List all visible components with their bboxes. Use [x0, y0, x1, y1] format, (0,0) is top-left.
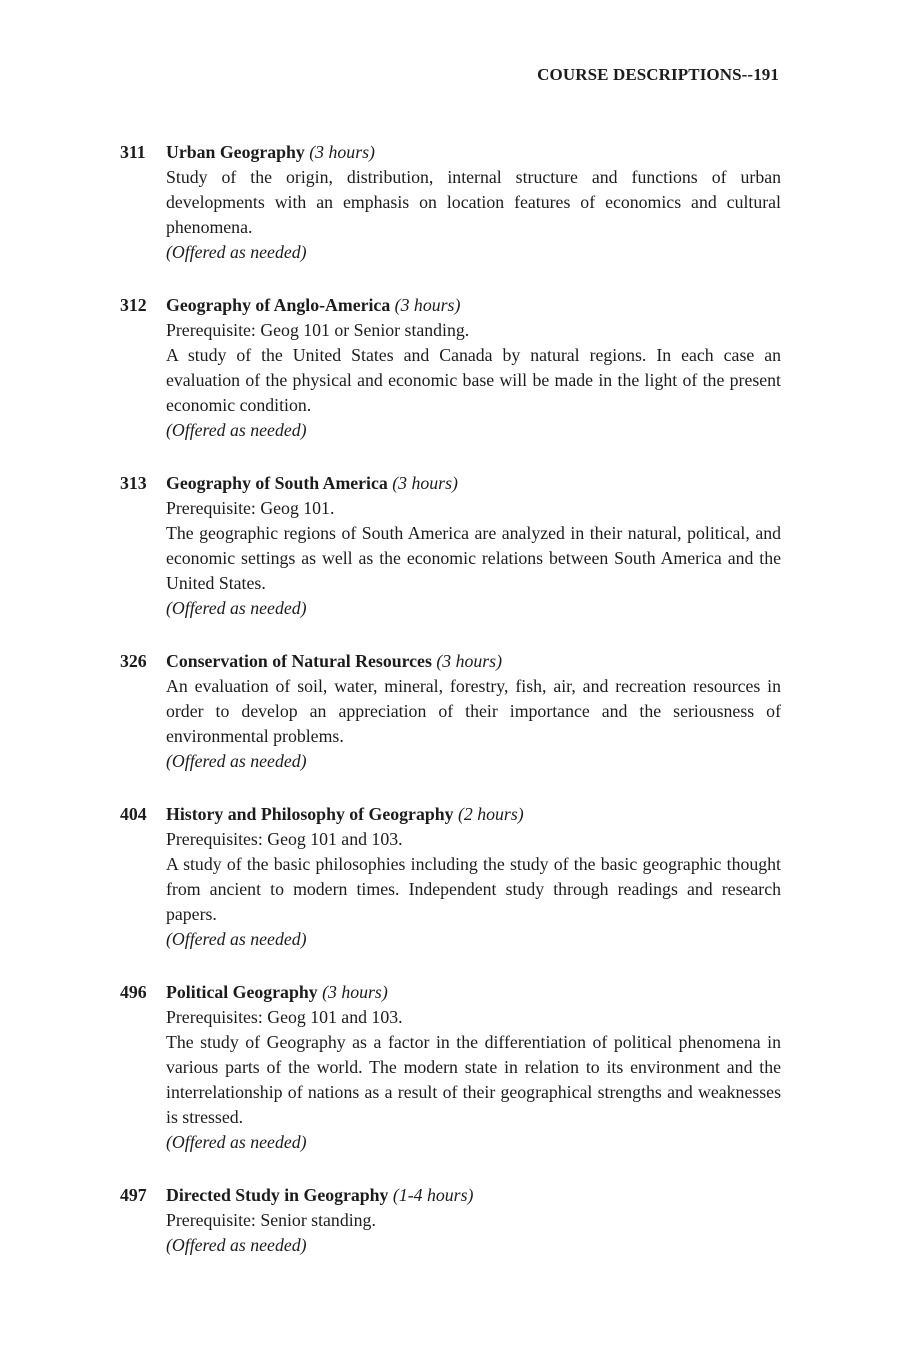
course-title: Urban Geography — [166, 142, 305, 162]
course-title: Geography of Anglo-America — [166, 295, 391, 315]
course-offered: (Offered as needed) — [166, 598, 307, 618]
course-entry — [120, 980, 781, 1155]
running-head: COURSE DESCRIPTIONS--191 — [537, 65, 779, 84]
course-hours: (3 hours) — [394, 295, 461, 315]
course-hours: (2 hours) — [457, 804, 524, 824]
course-offered: (Offered as needed) — [166, 929, 307, 949]
course-entry — [120, 293, 781, 443]
course-hours: (3 hours) — [309, 142, 375, 162]
course-title: History and Philosophy of Geography — [166, 804, 454, 824]
course-number: 497 — [120, 1185, 147, 1205]
course-offered: (Offered as needed) — [166, 1235, 307, 1255]
course-entry — [120, 140, 781, 265]
course-prerequisite: Prerequisite: Geog 101. — [166, 498, 335, 518]
course-description: The study of Geography as a factor in the differentiation of political phenomena in various parts of the world. The modern state in relation to its environment and the interrelationship of nations as a result of their geographical strengths and weaknesses is stressed. — [166, 1032, 781, 1127]
course-entry — [120, 649, 781, 774]
course-entry — [120, 471, 781, 621]
course-offered: (Offered as needed) — [166, 751, 307, 771]
course-title: Political Geography — [166, 982, 318, 1002]
course-title: Conservation of Natural Resources — [166, 651, 432, 671]
course-number: 496 — [120, 982, 147, 1002]
course-number: 311 — [120, 142, 146, 162]
course-description: The geographic regions of South America are analyzed in their natural, political, and economic settings as well as the economic relations between South America and the United States. — [166, 523, 781, 593]
course-number: 313 — [120, 473, 147, 493]
course-number: 404 — [120, 804, 147, 824]
course-hours: (3 hours) — [322, 982, 388, 1002]
course-heading — [166, 649, 781, 674]
course-offered: (Offered as needed) — [166, 420, 307, 440]
course-prerequisite: Prerequisites: Geog 101 and 103. — [166, 1007, 403, 1027]
course-heading — [166, 802, 781, 827]
course-title: Geography of South America — [166, 473, 388, 493]
course-hours: (3 hours) — [436, 651, 503, 671]
course-heading — [166, 1183, 781, 1208]
course-description: A study of the United States and Canada by natural regions. In each case an evaluation of the physical and economic base will be made in the light of the present economic condition. — [166, 345, 781, 415]
course-heading — [166, 471, 781, 496]
course-heading — [166, 980, 781, 1005]
course-prerequisite: Prerequisites: Geog 101 and 103. — [166, 829, 403, 849]
course-number: 326 — [120, 651, 147, 671]
course-number: 312 — [120, 295, 147, 315]
course-hours: (3 hours) — [392, 473, 458, 493]
course-offered: (Offered as needed) — [166, 1132, 307, 1152]
course-offered: (Offered as needed) — [166, 242, 307, 262]
course-description: A study of the basic philosophies including the study of the basic geographic thought from ancient to modern times. Independent study through readings and research papers. — [166, 854, 781, 924]
course-entry — [120, 1183, 781, 1258]
course-prerequisite: Prerequisite: Geog 101 or Senior standing. — [166, 320, 470, 340]
course-hours: (1-4 hours) — [392, 1185, 474, 1205]
course-list — [120, 140, 781, 1258]
course-prerequisite: Prerequisite: Senior standing. — [166, 1210, 376, 1230]
course-description: An evaluation of soil, water, mineral, forestry, fish, air, and recreation resources in order to develop an appreciation of their importance and the seriousness of environmental problems. — [166, 676, 781, 746]
course-heading — [166, 293, 781, 318]
course-title: Directed Study in Geography — [166, 1185, 389, 1205]
course-description: Study of the origin, distribution, internal structure and functions of urban developments with an emphasis on location features of economics and cultural phenomena. — [166, 167, 781, 237]
course-entry — [120, 802, 781, 952]
course-heading — [166, 140, 781, 165]
